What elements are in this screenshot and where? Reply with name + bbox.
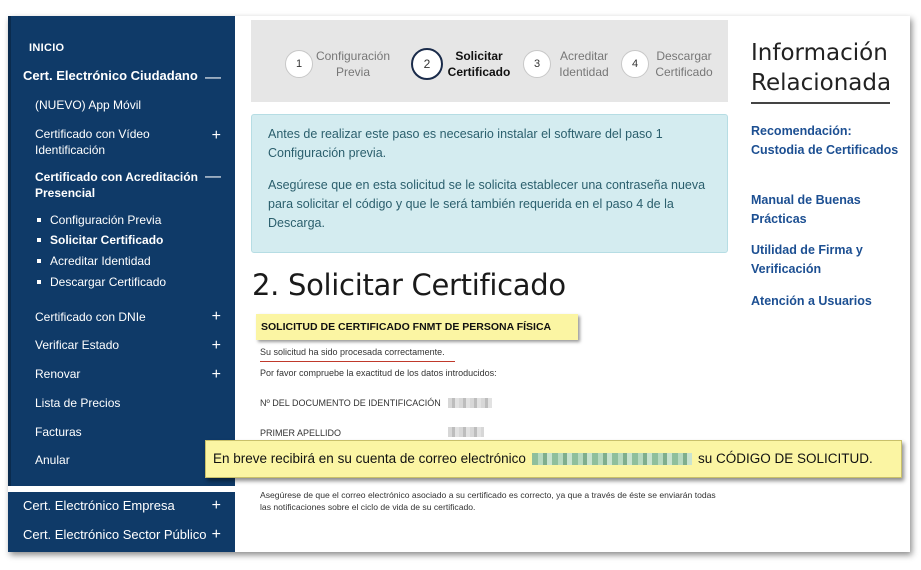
check-data-text: Por favor compruebe la exactitud de los datos introducidos: <box>260 368 497 378</box>
bullet-icon <box>37 280 41 284</box>
step-2[interactable] <box>401 20 511 102</box>
step-3[interactable] <box>519 20 629 102</box>
bullet-icon <box>37 218 41 222</box>
sidebar-item-label: Cert. Electrónico Sector Público <box>23 527 207 542</box>
step-label: Configuración Previa <box>315 49 391 79</box>
sidebar-item-label: Lista de Precios <box>35 396 121 410</box>
redacted-email <box>532 453 692 465</box>
step-number: 2 <box>411 48 443 80</box>
sidebar-item-label: Cert. Electrónico Empresa <box>23 498 175 513</box>
sidebar-item-label: Anular <box>35 453 70 467</box>
sidebar-item-renovar[interactable] <box>8 366 235 382</box>
sidebar-item-empresa[interactable] <box>8 498 235 516</box>
info-paragraph: Antes de realizar este paso es necesario instalar el software del paso 1 Configuración previa. <box>268 127 663 160</box>
step-4[interactable] <box>619 20 729 102</box>
success-message: Su solicitud ha sido procesada correctamente. <box>260 347 445 357</box>
step-number: 4 <box>621 50 649 78</box>
redacted-value <box>448 398 492 408</box>
request-banner: SOLICITUD DE CERTIFICADO FNMT DE PERSONA FÍSICA <box>256 314 578 340</box>
email-notice-text: En breve recibirá en su cuenta de correo electrónico <box>213 451 526 466</box>
expand-icon[interactable]: + <box>211 337 221 354</box>
link-manual-buenas-practicas[interactable]: Manual de Buenas Prácticas <box>751 193 861 226</box>
screenshot-frame <box>8 16 910 552</box>
sidebar-subitem-solicitar-certificado[interactable] <box>8 232 235 248</box>
related-info-title: Información Relacionada <box>751 40 892 96</box>
surname-label: PRIMER APELLIDO <box>260 428 342 438</box>
id-document-label: Nº DEL DOCUMENTO DE IDENTIFICACIÓN <box>260 398 441 408</box>
step-number: 3 <box>523 50 551 78</box>
link-custodia-certificados[interactable]: Recomendación: Custodia de Certificados <box>751 124 899 157</box>
info-paragraph: Asegúrese que en esta solicitud se le solicita establecer una contraseña nueva para solicitar el código y que le será también requerida en el paso 4 de la Descarga. <box>268 178 706 230</box>
step-1[interactable] <box>285 20 395 102</box>
step-label: Solicitar Certificado <box>447 49 511 79</box>
step-label: Descargar Certificado <box>655 49 713 79</box>
sidebar-subitem-label: Acreditar Identidad <box>50 254 151 268</box>
sidebar-subitem-label: Descargar Certificado <box>50 275 167 289</box>
sidebar-nav <box>8 16 235 552</box>
sidebar-item-label: Cert. Electrónico Ciudadano <box>23 68 198 83</box>
sidebar-item-label: (NUEVO) App Móvil <box>35 98 142 112</box>
step-label: Acreditar Identidad <box>559 49 609 79</box>
sidebar-item-video-identificacion[interactable] <box>8 126 235 158</box>
sidebar-item-label: Facturas <box>35 425 82 439</box>
email-notice-text: su CÓDIGO DE SOLICITUD. <box>697 451 873 466</box>
expand-icon[interactable]: + <box>211 526 221 543</box>
sidebar-subitem-configuracion-previa[interactable] <box>8 212 235 228</box>
sidebar-item-label: INICIO <box>29 42 65 54</box>
page-title: 2. Solicitar Certificado <box>252 268 566 302</box>
expand-icon[interactable]: + <box>211 127 221 144</box>
step-number: 1 <box>285 50 313 78</box>
collapse-icon[interactable]: — <box>205 168 221 185</box>
sidebar-item-lista-precios[interactable] <box>8 395 235 411</box>
link-atencion-usuarios[interactable]: Atención a Usuarios <box>751 294 872 308</box>
sidebar-item-app-movil[interactable] <box>8 97 235 113</box>
expand-icon[interactable]: + <box>211 308 221 325</box>
sidebar-subitem-label: Configuración Previa <box>50 213 162 227</box>
bullet-icon <box>37 238 41 242</box>
link-utilidad-firma[interactable]: Utilidad de Firma y Verificación <box>751 243 863 276</box>
sidebar-subitem-descargar-certificado[interactable] <box>8 274 235 290</box>
email-notice <box>205 440 902 478</box>
sidebar-item-label: Certificado con Acreditación Presencial <box>35 170 198 200</box>
sidebar-item-label: Renovar <box>35 367 81 381</box>
info-notice <box>251 114 728 253</box>
sidebar-item-label: Certificado con DNIe <box>35 310 146 324</box>
title-underline <box>751 102 890 104</box>
redacted-value <box>448 427 484 437</box>
sidebar-item-label: Verificar Estado <box>35 338 120 352</box>
sidebar-item-sector-publico[interactable] <box>8 527 235 545</box>
sidebar-item-inicio[interactable] <box>8 40 235 56</box>
sidebar-lower-group <box>8 492 235 552</box>
sidebar-item-acreditacion-presencial[interactable] <box>8 169 235 201</box>
sidebar-subitem-acreditar-identidad[interactable] <box>8 253 235 269</box>
sidebar-item-verificar-estado[interactable] <box>8 337 235 353</box>
sidebar-item-ciudadano[interactable] <box>8 68 235 86</box>
collapse-icon[interactable]: — <box>205 69 221 86</box>
email-warning-text: Asegúrese de que el correo electrónico asociado a su certificado es correcto, ya que a través de éste se enviarán todas las notificaciones sobre el ciclo de vida de su certificado. <box>260 490 716 512</box>
bullet-icon <box>37 259 41 263</box>
expand-icon[interactable]: + <box>211 366 221 383</box>
sidebar-subitem-label: Solicitar Certificado <box>50 233 164 247</box>
highlight-underline <box>260 361 455 362</box>
sidebar-item-facturas[interactable] <box>8 424 235 440</box>
sidebar-item-anular[interactable] <box>8 452 235 468</box>
step-progress-bar <box>251 20 728 102</box>
sidebar-item-dnie[interactable] <box>8 309 235 325</box>
expand-icon[interactable]: + <box>211 497 221 514</box>
sidebar-item-label: Certificado con Vídeo Identificación <box>35 127 150 157</box>
